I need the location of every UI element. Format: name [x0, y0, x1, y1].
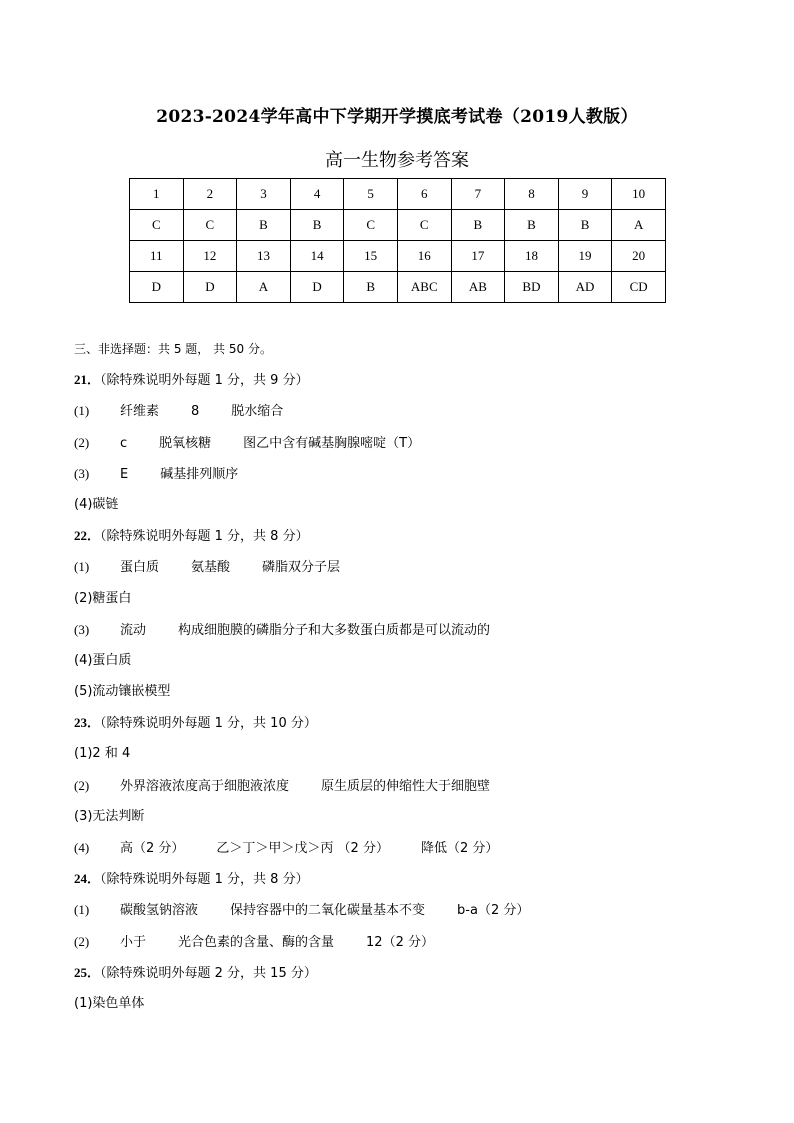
table-cell: 12	[183, 241, 237, 272]
table-cell: 13	[237, 241, 291, 272]
answer-line	[74, 432, 754, 463]
answer-label: (3)	[74, 465, 90, 481]
answer-text: 乙＞丁＞甲＞戊＞丙 （2 分）	[216, 841, 389, 856]
table-cell: 11	[130, 241, 184, 272]
table-cell: 19	[558, 241, 612, 272]
answer-text: b-a（2 分）	[457, 903, 530, 919]
table-cell: B	[451, 210, 505, 241]
table-cell: B	[290, 210, 344, 241]
answer-text: 纤维素	[120, 404, 160, 420]
answer-text: 脱氧核糖	[159, 435, 212, 451]
answer-label: (1)	[74, 559, 90, 575]
answer-line	[74, 775, 754, 806]
table-row	[130, 241, 666, 272]
answer-text: 保持容器中的二氧化碳量基本不变	[230, 903, 426, 919]
table-cell: AB	[451, 272, 505, 303]
table-cell: B	[558, 210, 612, 241]
table-cell: ABC	[397, 272, 451, 303]
page-subtitle: 高一生物参考答案	[325, 150, 469, 171]
table-cell: 14	[290, 241, 344, 272]
table-cell: CD	[612, 272, 666, 303]
answer-text: 8	[191, 404, 200, 420]
question-note: （除特殊说明外每题 1 分，共 10 分）	[100, 716, 317, 732]
answer-line	[74, 463, 754, 494]
answer-text: 外界溶液浓度高于细胞液浓度	[120, 778, 290, 794]
table-row	[130, 179, 666, 210]
answer-line	[74, 993, 754, 1024]
answer-line	[74, 619, 754, 650]
table-cell: D	[183, 272, 237, 303]
answer-line	[74, 588, 754, 619]
table-cell: 15	[344, 241, 398, 272]
answer-line	[74, 650, 754, 681]
question-number: 23．	[74, 715, 101, 731]
table-cell: C	[183, 210, 237, 241]
question-note: （除特殊说明外每题 1 分，共 8 分）	[100, 872, 309, 888]
table-cell: 3	[237, 179, 291, 210]
answer-text: 染色单体	[92, 995, 145, 1011]
answer-label: (5)	[74, 684, 93, 700]
answer-line	[74, 400, 754, 431]
table-cell: 9	[558, 179, 612, 210]
answer-text: 蛋白质	[92, 652, 132, 668]
answer-label: (1)	[74, 995, 93, 1011]
table-cell: D	[290, 272, 344, 303]
table-cell: A	[612, 210, 666, 241]
answer-label: (4)	[74, 840, 90, 855]
table-cell: B	[505, 210, 559, 241]
answer-text: 降低（2 分）	[420, 841, 499, 856]
table-cell: D	[130, 272, 184, 303]
answer-line	[74, 837, 754, 868]
answer-table	[129, 178, 666, 303]
table-cell: C	[397, 210, 451, 241]
section-heading: 三、非选择题：共 5 题， 共 50 分。	[74, 342, 272, 356]
answer-text: 流动	[120, 622, 147, 638]
table-cell: 18	[505, 241, 559, 272]
answer-text: 脱水缩合	[231, 404, 284, 420]
question-number: 21．	[74, 372, 101, 388]
table-cell: 20	[612, 241, 666, 272]
answer-label: (2)	[74, 434, 90, 450]
question-number: 22．	[74, 528, 101, 544]
table-cell: AD	[558, 272, 612, 303]
answer-text: c	[120, 435, 128, 451]
table-cell: 7	[451, 179, 505, 210]
question-number: 24．	[74, 871, 101, 887]
question-number: 25．	[74, 964, 101, 980]
table-cell: 8	[505, 179, 559, 210]
answer-label: (2)	[74, 590, 93, 606]
answer-label: (2)	[74, 933, 90, 949]
table-cell: B	[344, 272, 398, 303]
answer-text: 无法判断	[92, 808, 145, 824]
table-cell: C	[344, 210, 398, 241]
answer-text: 氨基酸	[191, 560, 231, 576]
answer-line	[74, 494, 754, 525]
table-cell: 16	[397, 241, 451, 272]
question-header	[74, 369, 754, 400]
answer-text: 2 和 4	[92, 746, 131, 762]
answer-text: 磷脂双分子层	[262, 560, 341, 576]
answer-label: (3)	[74, 621, 90, 637]
table-cell: BD	[505, 272, 559, 303]
answer-text: 碱基排列顺序	[160, 466, 239, 482]
table-cell: 1	[130, 179, 184, 210]
answer-text: 原生质层的伸缩性大于细胞壁	[321, 778, 491, 794]
question-note: （除特殊说明外每题 2 分，共 15 分）	[100, 965, 317, 981]
answer-label: (2)	[74, 777, 90, 793]
table-cell: 2	[183, 179, 237, 210]
answer-line	[74, 899, 754, 930]
table-cell: 10	[612, 179, 666, 210]
answer-label: (3)	[74, 808, 93, 824]
question-note: （除特殊说明外每题 1 分，共 8 分）	[100, 529, 309, 545]
answer-text: 构成细胞膜的磷脂分子和大多数蛋白质都是可以流动的	[178, 622, 491, 638]
question-header	[74, 525, 754, 556]
question-header	[74, 868, 754, 899]
answer-text: 光合色素的含量、酶的含量	[178, 934, 335, 950]
table-row	[130, 210, 666, 241]
table-row	[130, 272, 666, 303]
answer-text: 流动镶嵌模型	[92, 684, 171, 700]
answer-label: (4)	[74, 652, 93, 668]
table-cell: 17	[451, 241, 505, 272]
answer-text: E	[120, 466, 129, 482]
question-header	[74, 962, 754, 993]
question-header	[74, 712, 754, 743]
answer-label: (1)	[74, 746, 93, 762]
question-note: （除特殊说明外每题 1 分，共 9 分）	[100, 373, 309, 389]
answer-label: (1)	[74, 403, 90, 419]
answer-content	[74, 338, 754, 1024]
answer-line	[74, 931, 754, 962]
table-cell: 6	[397, 179, 451, 210]
table-cell: B	[237, 210, 291, 241]
answer-text: 碳酸氢钠溶液	[120, 903, 199, 919]
answer-text: 12（2 分）	[366, 934, 434, 950]
table-cell: C	[130, 210, 184, 241]
answer-line	[74, 806, 754, 837]
answer-text: 小于	[120, 934, 147, 950]
answer-label: (1)	[74, 902, 90, 918]
page-title: 2023-2024学年高中下学期开学摸底考试卷（2019人教版）	[156, 107, 638, 127]
answer-text: 高（2 分）	[120, 841, 185, 856]
answer-text: 图乙中含有碱基胸腺嘧啶（T）	[243, 435, 421, 451]
table-cell: 5	[344, 179, 398, 210]
answer-text: 蛋白质	[120, 560, 160, 576]
table-cell: 4	[290, 179, 344, 210]
question-list	[74, 369, 754, 1024]
answer-text: 碳链	[92, 496, 119, 512]
table-cell: A	[237, 272, 291, 303]
answer-line	[74, 681, 754, 712]
answer-line	[74, 743, 754, 774]
answer-text: 糖蛋白	[92, 590, 132, 606]
answer-line	[74, 556, 754, 587]
answer-label: (4)	[74, 496, 93, 512]
